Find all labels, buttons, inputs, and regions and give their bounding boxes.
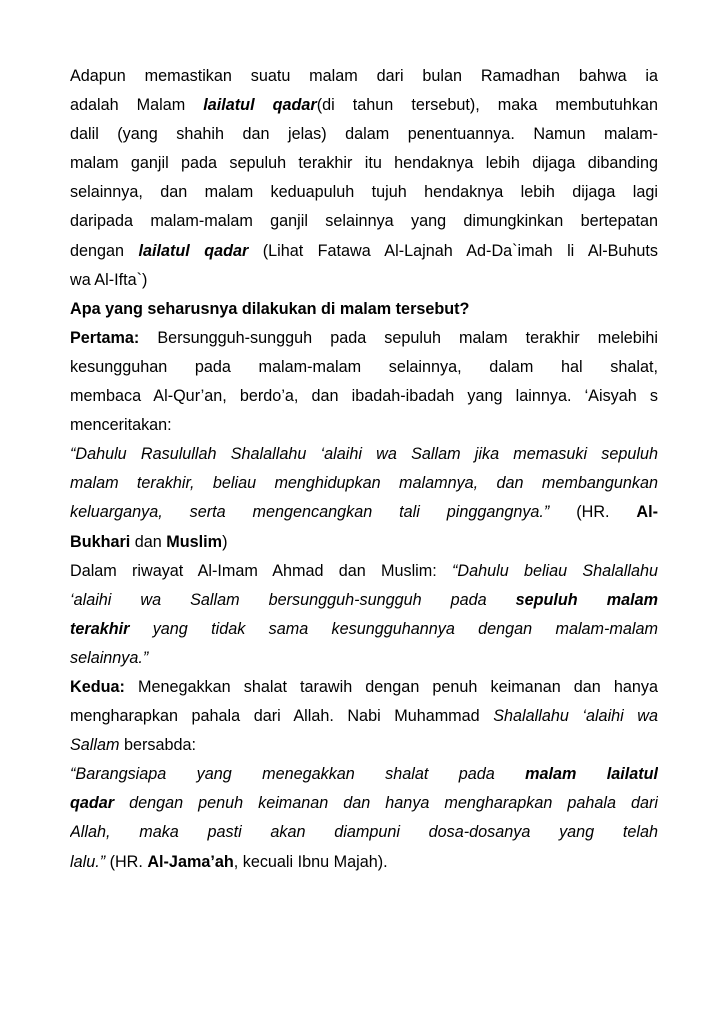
text-line (70, 615, 658, 644)
text-line (70, 498, 658, 527)
text-line (70, 557, 658, 586)
emphasis-run: ‘alaihi wa Sallam bersungguh-sungguh pada (70, 590, 516, 609)
text-line (70, 760, 658, 789)
emphasis-run: sepuluh malam (515, 590, 658, 609)
emphasis-run: lailatul qadar (138, 241, 249, 260)
text-line (70, 586, 658, 615)
text-line (70, 353, 658, 382)
emphasis-run: qadar (70, 794, 115, 813)
emphasis-run: lailatul qadar (203, 96, 317, 115)
text-run: (Lihat Fatawa Al-Lajnah Ad-Da`imah li Al-Buhuts (248, 241, 658, 260)
text-run: kesungguhan pada malam-malam selainnya, dalam hal shalat, (70, 357, 658, 376)
text-run: Dalam riwayat Al-Imam Ahmad dan Muslim: (70, 561, 453, 580)
text-line (70, 324, 658, 353)
text-line (70, 469, 658, 498)
emphasis-run: yang tidak sama kesungguhannya dengan malam-malam (129, 619, 658, 638)
emphasis-run: Allah, maka pasti akan diampuni dosa-dosanya yang telah (70, 823, 658, 842)
text-line (70, 62, 658, 91)
emphasis-run: Muslim (166, 532, 223, 551)
emphasis-run: “Barangsiapa yang menegakkan shalat pada (70, 765, 526, 784)
text-run: , kecuali Ibnu Majah). (233, 852, 388, 871)
text-run: adalah Malam (70, 96, 204, 115)
text-run: daripada malam-malam ganjil selainnya yang dimungkinkan bertepatan (70, 212, 658, 231)
emphasis-run: Sallam (70, 736, 120, 755)
emphasis-run: Apa yang seharusnya dilakukan di malam tersebut? (70, 299, 470, 318)
text-line (70, 237, 658, 266)
text-line (70, 382, 658, 411)
text-run: wa Al-Ifta`) (70, 270, 148, 289)
text-run: membaca Al-Qur’an, berdo’a, dan ibadah-ibadah yang lainnya. ‘Aisyah s (70, 387, 658, 406)
text-line (70, 848, 658, 877)
text-line (70, 120, 658, 149)
text-line (70, 731, 658, 760)
emphasis-run: malam lailatul (525, 765, 658, 784)
text-run: Bersungguh-sungguh pada sepuluh malam terakhir melebihi (139, 328, 658, 347)
text-run: Adapun memastikan suatu malam dari bulan Ramadhan bahwa ia (70, 67, 658, 85)
emphasis-run: keluarganya, serta mengencangkan tali pinggangnya.” (70, 503, 550, 522)
emphasis-run: selainnya.” (70, 648, 149, 667)
text-line (70, 789, 658, 818)
emphasis-run: Al- (636, 503, 658, 522)
text-run: menceritakan: (70, 416, 172, 435)
emphasis-run: Shalallahu ‘alaihi wa (493, 707, 658, 726)
text-run: dan (130, 532, 167, 551)
text-line (70, 91, 658, 120)
emphasis-run: malam terakhir, beliau menghidupkan malamnya, dan membangunkan (70, 474, 658, 493)
emphasis-run: lalu.” (70, 852, 106, 871)
text-run: ) (222, 532, 228, 551)
text-run: (di tahun tersebut), maka membutuhkan (316, 96, 658, 115)
text-run: selainnya, dan malam keduapuluh tujuh hendaknya lebih dijaga lagi (70, 183, 658, 202)
text-line (70, 440, 658, 469)
emphasis-run: Bukhari (70, 532, 131, 551)
emphasis-run: Pertama: (70, 328, 140, 347)
text-run: (HR. (105, 852, 148, 871)
text-run: mengharapkan pahala dari Allah. Nabi Muhammad (70, 707, 494, 726)
text-run: bersabda: (119, 736, 196, 755)
text-line (70, 411, 658, 440)
text-run: Menegakkan shalat tarawih dengan penuh keimanan dan hanya (124, 677, 658, 696)
text-run: dengan (70, 241, 139, 260)
emphasis-run: “Dahulu Rasulullah Shalallahu ‘alaihi wa Sallam jika memasuki sepuluh (70, 445, 658, 464)
emphasis-run: terakhir (70, 619, 130, 638)
text-line (70, 178, 658, 207)
text-line (70, 673, 658, 702)
text-line (70, 266, 658, 295)
text-run: dalil (yang shahih dan jelas) dalam penentuannya. Namun malam- (70, 125, 658, 144)
emphasis-run: Kedua: (70, 677, 125, 696)
emphasis-run: “Dahulu beliau Shalallahu (452, 561, 658, 580)
text-line (70, 528, 658, 557)
text-line (70, 644, 658, 673)
text-line (70, 295, 658, 324)
text-line (70, 818, 658, 847)
text-run: (HR. (549, 503, 637, 522)
text-line (70, 149, 658, 178)
text-line (70, 207, 658, 236)
emphasis-run: dengan penuh keimanan dan hanya mengharapkan pahala dari (114, 794, 658, 813)
document-page (70, 62, 658, 877)
text-run: malam ganjil pada sepuluh terakhir itu hendaknya lebih dijaga dibanding (70, 154, 658, 173)
emphasis-run: Al-Jama’ah (147, 852, 234, 871)
text-line (70, 702, 658, 731)
